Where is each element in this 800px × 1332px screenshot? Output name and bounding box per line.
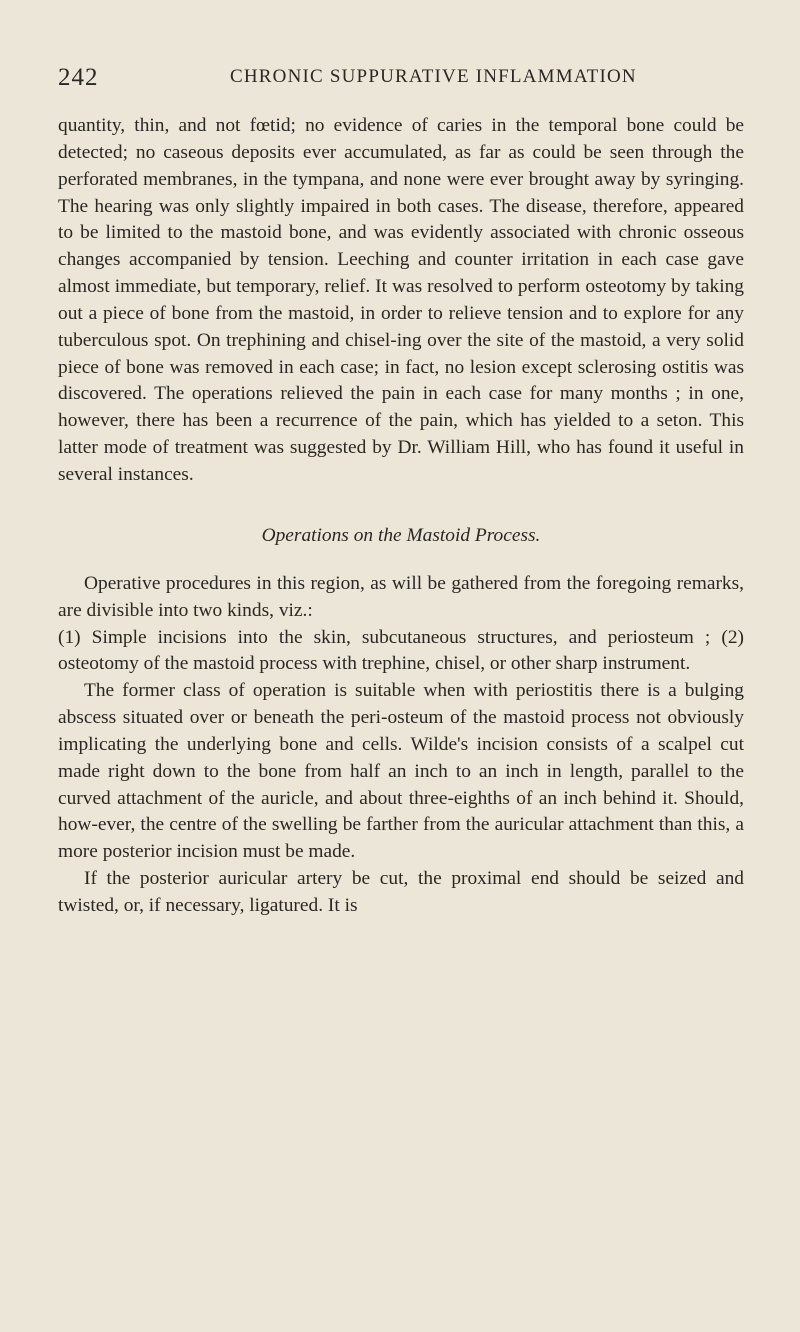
paragraph-continued: quantity, thin, and not fœtid; no evidence of caries in the temporal bone could be detected; no caseous deposits ever accumulated, as far as could be seen through the perforated membranes, in the tympana, and none were ever brought away by syringing. The hearing was only slightly impaired in both cases. The disease, therefore, appeared to be limited to the mastoid bone, and was evidently associated with chronic osseous changes accompanied by tension. Leeching and counter irritation in each case gave almost immediate, but temporary, relief. It was resolved to perform osteotomy by taking out a piece of bone from the mastoid, in order to relieve tension and to explore for any tuberculous spot. On trephining and chisel-ing over the site of the mastoid, a very solid piece of bone was removed in each case; in fact, no lesion except sclerosing ostitis was discovered. The operations relieved the pain in each case for many months ; in one, however, there has been a recurrence of the pain, which has yielded to a seton. This latter mode of treatment was suggested by Dr. William Hill, who has found it useful in several instances. (58, 115, 744, 485)
section-heading: Operations on the Mastoid Process. (261, 524, 541, 546)
running-title: CHRONIC SUPPURATIVE INFLAMMATION (230, 66, 637, 87)
body-text (58, 113, 744, 920)
page-number: 242 (58, 64, 99, 91)
running-head (58, 64, 744, 94)
paragraph-numbered-kinds: (1) Simple incisions into the skin, subcutaneous structures, and periosteum ; (2) osteotomy of the mastoid process with trephine, chisel, or other sharp instrument. (58, 626, 744, 675)
paragraph-auricular-artery: If the posterior auricular artery be cut, the proximal end should be seized and twisted, or, if necessary, ligatured. It is (58, 868, 744, 916)
paragraph-operative-procedures: Operative procedures in this region, as will be gathered from the foregoing remarks, are divisible into two kinds, viz.: (58, 572, 744, 621)
paragraph-former-class: The former class of operation is suitable when with periostitis there is a bulging abscess situated over or beneath the peri-osteum of the mastoid process not obviously implicating the underlying bone and cells. Wilde's incision consists of a scalpel cut made right down to the bone from half an inch to an inch in length, parallel to the curved attachment of the auricle, and about three-eighths of an inch behind it. Should, how-ever, the centre of the swelling be farther from the auricular attachment than this, a more posterior incision must be made. (58, 680, 744, 863)
